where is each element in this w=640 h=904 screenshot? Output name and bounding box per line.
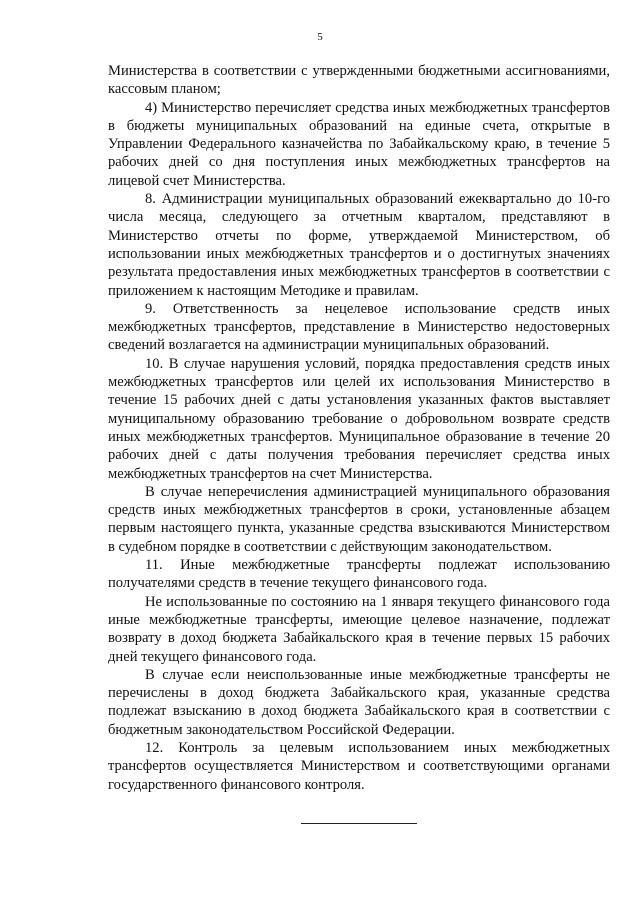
- paragraph: 11. Иные межбюджетные трансферты подлежат использованию получателями средств в течение текущего финансового года.: [108, 557, 610, 592]
- paragraph: 9. Ответственность за нецелевое использование средств иных межбюджетных трансфертов, представление в Министерство недостоверных сведений возлагается на администрации муниципальных образований.: [108, 300, 610, 354]
- paragraph: Министерства в соответствии с утвержденными бюджетными ассигнованиями, кассовым планом;: [108, 63, 610, 98]
- paragraph: 8. Администрации муниципальных образований ежеквартально до 10-го числа месяца, следующего за отчетным кварталом, представляют в Министерство отчеты по форме, утверждаемой Министерством, об использовании иных межбюджетных трансфертов и о достигнутых значениях результата предоставления иных межбюджетных трансфертов в соответствии с приложением к настоящим Методике и правилам.: [108, 191, 610, 299]
- paragraph: 12. Контроль за целевым использованием иных межбюджетных трансфертов осуществляется Министерством и соответствующими органами государственного финансового контроля.: [108, 739, 610, 793]
- paragraph: 10. В случае нарушения условий, порядка предоставления средств иных межбюджетных трансфертов или целей их использования Министерство в течение 15 рабочих дней с даты установления указанных фактов выставляет муниципальному образованию требование о добровольном возврате средств иных межбюджетных трансфертов. Муниципальное образование в течение 20 рабочих дней с даты получения требования перечисляет средства иных межбюджетных трансфертов на счет Министерства.: [108, 355, 610, 482]
- page-number: 5: [317, 31, 323, 43]
- paragraph: В случае неперечисления администрацией муниципального образования средств иных межбюджетных трансфертов в сроки, установленные абзацем первым настоящего пункта, указанные средства взыскиваются Министерством в судебном порядке в соответствии с действующим законодательством.: [108, 483, 610, 555]
- end-separator-line: [301, 823, 417, 824]
- paragraph: В случае если неиспользованные иные межбюджетные трансферты не перечислены в доход бюджета Забайкальского края, указанные средства подлежат взысканию в доход бюджета Забайкальского края в соответствии с бюджетным законодательством Российской Федерации.: [108, 666, 610, 738]
- document-body: [108, 62, 610, 794]
- paragraph: 4) Министерство перечисляет средства иных межбюджетных трансфертов в бюджеты муниципальных образований на единые счета, открытые в Управлении Федерального казначейства по Забайкальскому краю, в течение 5 рабочих дней со дня поступления иных межбюджетных трансфертов на лицевой счет Министерства.: [108, 99, 610, 189]
- paragraph: Не использованные по состоянию на 1 января текущего финансового года иные межбюджетные трансферты, имеющие целевое назначение, подлежат возврату в доход бюджета Забайкальского края в течение первых 15 рабочих дней текущего финансового года.: [108, 593, 610, 665]
